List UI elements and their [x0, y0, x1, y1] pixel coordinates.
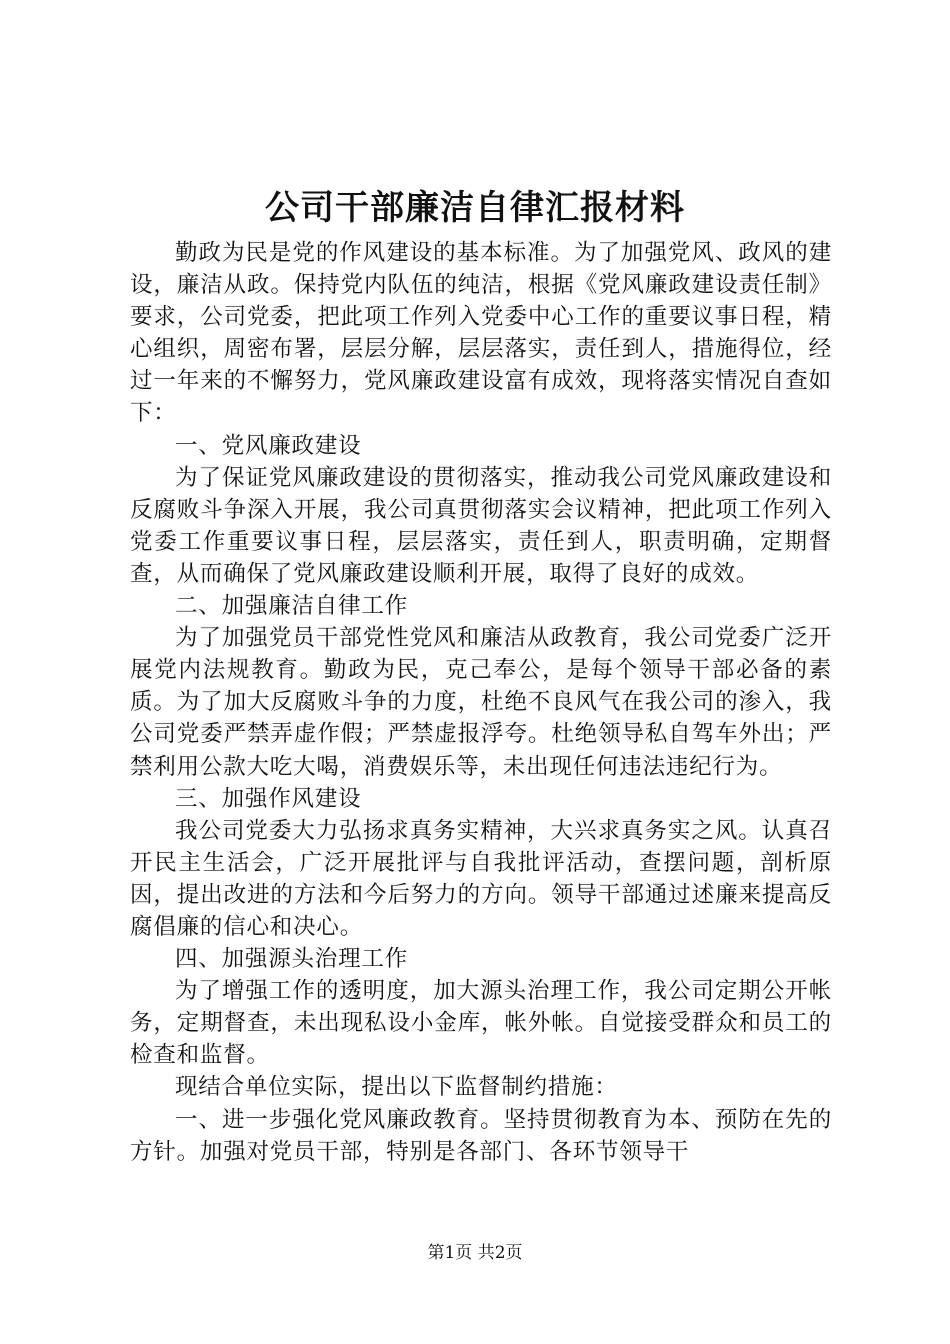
page-number-footer: 第1页 共2页: [427, 1243, 523, 1263]
paragraph-section-4: 为了增强工作的透明度，加大源头治理工作，我公司定期公开帐务，定期督查，未出现私设小金库，帐外帐。自觉接受群众和员工的检查和监督。: [130, 978, 832, 1069]
paragraph-section-2: 为了加强党员干部党性党风和廉洁从政教育，我公司党委广泛开展党内法规教育。勤政为民，克己奉公，是每个领导干部必备的素质。为了加大反腐败斗争的力度，杜绝不良风气在我公司的渗入，我公司党委严禁弄虚作假；严禁虚报浮夸。杜绝领导私自驾车外出；严禁利用公款大吃大喝，消费娱乐等，未出现任何违法违纪行为。: [130, 625, 832, 780]
paragraph-measures-intro: 现结合单位实际，提出以下监督制约措施：: [175, 1074, 618, 1101]
section-heading-1: 一、党风廉政建设: [175, 432, 362, 459]
paragraph-section-3: 我公司党委大力弘扬求真务实精神，大兴求真务实之风。认真召开民主生活会，广泛开展批评与自我批评活动，查摆问题，剖析原因，提出改进的方法和今后努力的方向。领导干部通过述廉来提高反腐倡廉的信心和决心。: [130, 817, 832, 940]
paragraph-measure-1: 一、进一步强化党风廉政教育。坚持贯彻教育为本、预防在先的方针。加强对党员干部，特别是各部门、各环节领导干: [130, 1106, 832, 1165]
section-heading-3: 三、加强作风建设: [175, 785, 362, 812]
section-heading-2: 二、加强廉洁自律工作: [175, 593, 409, 620]
section-heading-4: 四、加强源头治理工作: [175, 946, 409, 973]
document-body: [130, 237, 832, 1168]
document-title: 公司干部廉洁自律汇报材料: [265, 188, 685, 228]
paragraph-section-1: 为了保证党风廉政建设的贯彻落实，推动我公司党风廉政建设和反腐败斗争深入开展，我公司真贯彻落实会议精神，把此项工作列入党委工作重要议事日程，层层落实，责任到人，职责明确，定期督查，从而确保了党风廉政建设顺利开展，取得了良好的成效。: [130, 464, 832, 587]
paragraph-intro: 勤政为民是党的作风建设的基本标准。为了加强党风、政风的建设，廉洁从政。保持党内队伍的纯洁，根据《党风廉政建设责任制》要求，公司党委，把此项工作列入党委中心工作的重要议事日程，精心组织，周密布署，层层分解，层层落实，责任到人，措施得位，经过一年来的不懈努力，党风廉政建设富有成效，现将落实情况自查如下：: [130, 240, 832, 427]
